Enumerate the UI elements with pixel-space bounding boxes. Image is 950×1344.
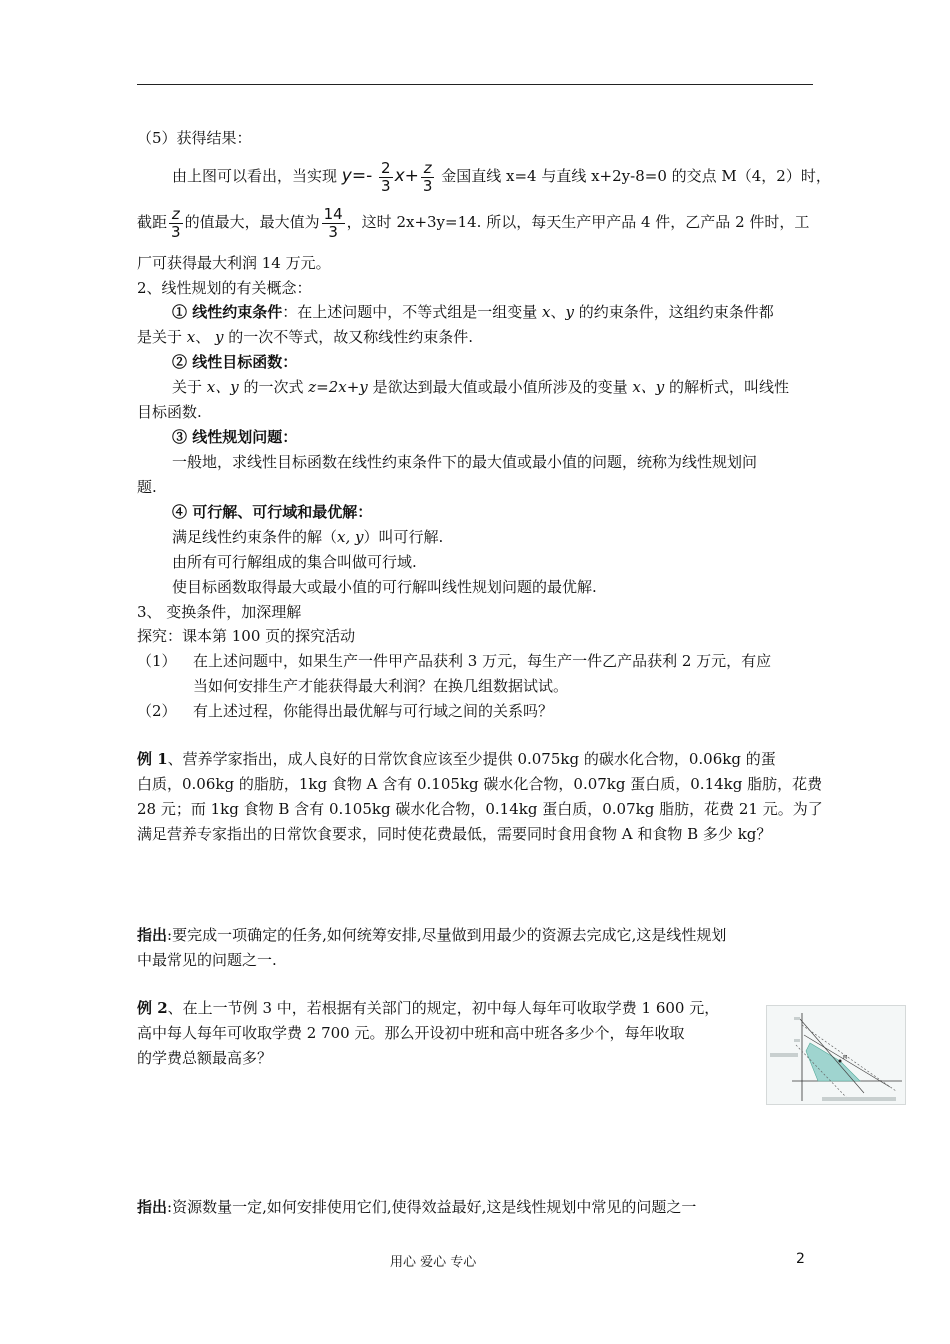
concept-2-line-2: 目标函数. bbox=[137, 403, 202, 421]
figure-label-blur-1 bbox=[770, 1053, 798, 1057]
intercept-fraction: $\frac{z}{3}$ bbox=[171, 204, 181, 241]
example-1-line-4: 满足营养专家指出的日常饮食要求，同时使花费最低，需要同时食用食物 A 和食物 B 多少 kg？ bbox=[137, 825, 772, 843]
question-2-number: （2） bbox=[137, 702, 177, 720]
footer-motto: 用心 爱心 专心 bbox=[390, 1255, 477, 1270]
max-value-fraction: $\frac{14}{3}$ bbox=[323, 204, 343, 241]
example-2-line-1: 例 2、在上一节例 3 中，若根据有关部门的规定，初中每人每年可收取学费 1 600 元， bbox=[137, 999, 720, 1017]
concept-2-title: ② 线性目标函数： bbox=[172, 353, 298, 371]
concept-1-line-2: 是关于 x、 y 的一次不等式，故又称线性约束条件. bbox=[137, 328, 474, 346]
note-2-line-1: 指出:资源数量一定,如何安排使用它们,使得效益最好,这是线性规划中常见的问题之一 bbox=[137, 1198, 697, 1216]
result-text-2: 金国直线 x=4 与直线 x+2y-8=0 的交点 M（4，2）时， bbox=[441, 167, 831, 185]
example-1-label: 例 1 bbox=[137, 750, 168, 768]
section-3-heading: 3、 变换条件，加深理解 bbox=[137, 603, 302, 621]
concept-3-title: ③ 线性规划问题： bbox=[172, 428, 298, 446]
figure-tick-blur-2 bbox=[794, 1039, 800, 1042]
note-1-label: 指出 bbox=[137, 926, 168, 944]
example-2-line-2: 高中每人每年可收取学费 2 700 元。那么开设初中班和高中班各多少个，每年收取 bbox=[137, 1024, 685, 1042]
figure-label-blur-2 bbox=[822, 1097, 896, 1101]
note-2-label: 指出 bbox=[137, 1198, 168, 1216]
result-text: 由上图可以看出，当实现 bbox=[172, 167, 338, 185]
result-line-3: 厂可获得最大利润 14 万元。 bbox=[137, 254, 331, 272]
eq-fraction-2: $\frac{z}{3}$ bbox=[422, 158, 433, 195]
eq-y: y bbox=[341, 166, 352, 186]
concept-3-line-1: 一般地，求线性目标函数在线性约束条件下的最大值或最小值的问题，统称为线性规划问 bbox=[172, 453, 758, 471]
section-5-heading: （5）获得结果： bbox=[137, 129, 252, 147]
note-1-line-2: 中最常见的问题之一. bbox=[137, 951, 277, 969]
concept-1-line-1: ① 线性约束条件：在上述问题中，不等式组是一组变量 x、y 的约束条件，这组约束条件都 bbox=[172, 303, 774, 321]
note-1-line-1: 指出:要完成一项确定的任务,如何统筹安排,尽量做到用最少的资源去完成它,这是线性规划 bbox=[137, 926, 727, 944]
result-line-2: 截距 $\frac{z}{3}$ 的值最大，最大值为 $\frac{14}{3}$ ，这时 2x+3y=14. 所以，每天生产甲产品 4 件，乙产品 2 件时，工 bbox=[137, 204, 810, 241]
explore-line: 探究：课本第 100 页的探究活动 bbox=[137, 627, 356, 645]
section-2-heading: 2、线性规划的有关概念： bbox=[137, 279, 312, 297]
concept-4-line-2: 由所有可行解组成的集合叫做可行域. bbox=[172, 553, 417, 571]
eq-plus: + bbox=[404, 166, 419, 186]
question-1-number: （1） bbox=[137, 652, 177, 670]
example-2-line-3: 的学费总额最高多？ bbox=[137, 1049, 273, 1067]
figure-tick-blur-1 bbox=[794, 1017, 800, 1020]
concept-3-line-2: 题. bbox=[137, 478, 157, 496]
point-m bbox=[839, 1060, 842, 1063]
question-1-line-2: 当如何安排生产才能获得最大利润？在换几组数据试试。 bbox=[193, 677, 569, 695]
concept-4-line-1: 满足线性约束条件的解（x, y）叫可行解. bbox=[172, 528, 444, 546]
eq-x: x bbox=[394, 166, 405, 186]
concept-2-line-1: 关于 x、y 的一次式 z=2x+y 是欲达到最大值或最小值所涉及的变量 x、y 的解析式，叫线性 bbox=[172, 378, 790, 396]
example-1-line-3: 28 元；而 1kg 食物 B 含有 0.105kg 碳水化合物，0.14kg 蛋白质，0.07kg 脂肪，花费 21 元。为了 bbox=[137, 800, 823, 818]
feasible-region-figure bbox=[766, 1005, 906, 1107]
result-line-1 bbox=[172, 156, 831, 196]
question-1-line-1: 在上述问题中，如果生产一件甲产品获利 3 万元，每生产一件乙产品获利 2 万元，有应 bbox=[193, 652, 772, 670]
page-number: 2 bbox=[796, 1251, 805, 1267]
example-1-line-2: 白质，0.06kg 的脂肪，1kg 食物 A 含有 0.105kg 碳水化合物，0.07kg 蛋白质，0.14kg 脂肪，花费 bbox=[137, 775, 823, 793]
question-2-line-1: 有上述过程，你能得出最优解与可行域之间的关系吗？ bbox=[193, 702, 554, 720]
eq-equals: =- bbox=[351, 166, 373, 186]
example-1-line-1: 例 1、营养学家指出，成人良好的日常饮食应该至少提供 0.075kg 的碳水化合物，0.06kg 的蛋 bbox=[137, 750, 776, 768]
concept-4-line-3: 使目标函数取得最大或最小值的可行解叫线性规划问题的最优解. bbox=[172, 578, 597, 596]
eq-fraction-1: $\frac{2}{3}$ bbox=[381, 158, 391, 195]
header-rule bbox=[137, 84, 813, 85]
figure-label-m: M bbox=[843, 1055, 848, 1061]
concept-4-title: ④ 可行解、可行域和最优解： bbox=[172, 503, 373, 521]
example-2-label: 例 2 bbox=[137, 999, 168, 1017]
